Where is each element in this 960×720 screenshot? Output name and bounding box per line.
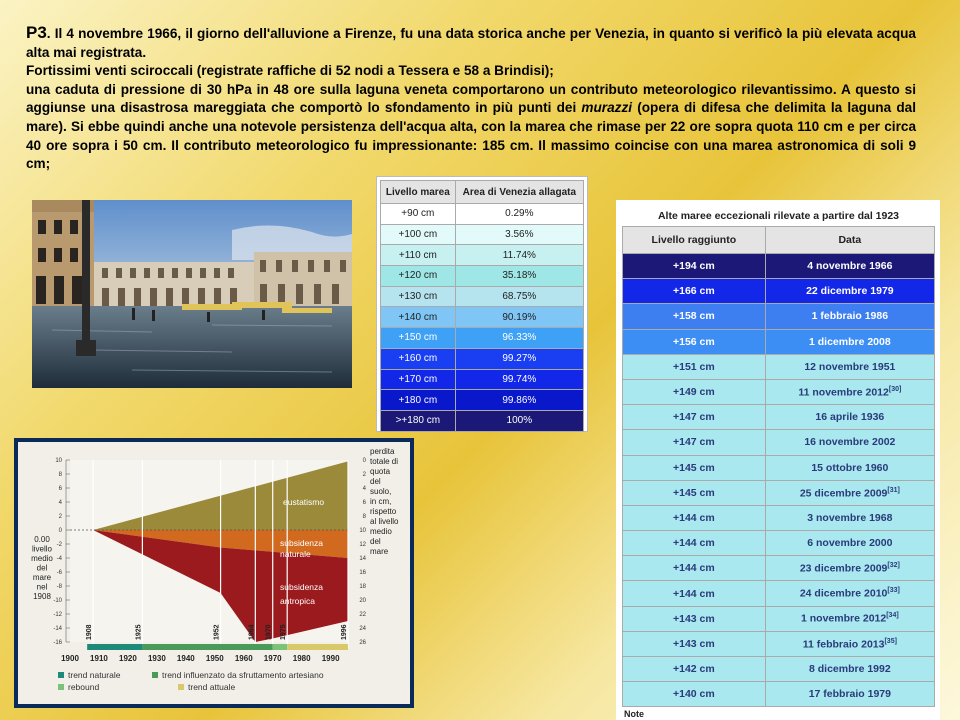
table-cell: 100% [455, 410, 583, 431]
right-axis-label-line: quota [370, 467, 391, 476]
legend-label: trend attuale [188, 682, 236, 692]
right-tick-label: 8 [362, 514, 366, 520]
table-row [623, 354, 935, 379]
table-cell: +90 cm [381, 204, 456, 225]
tide-level-cell: +145 cm [623, 480, 766, 505]
citation-ref[interactable]: [35] [884, 637, 897, 645]
event-year-label: 1970 [265, 624, 273, 640]
tide-level-cell: +143 cm [623, 631, 766, 656]
legend-label: trend influenzato da sfruttamento artesiano [162, 670, 324, 680]
tide-date-cell: 11 febbraio 2013[35] [765, 631, 934, 656]
left-axis-label-line: medio [31, 554, 53, 563]
table-row [623, 329, 935, 354]
x-tick-label: 1910 [90, 654, 108, 663]
tide-date-cell: 4 novembre 1966 [765, 254, 934, 279]
tide-date-cell: 23 dicembre 2009[32] [765, 556, 934, 581]
right-axis-label-line: del [370, 477, 381, 486]
tide-level-cell: +149 cm [623, 379, 766, 404]
legend-swatch [178, 684, 184, 690]
left-tick-label: -8 [56, 584, 62, 590]
column-header: Livello marea [381, 181, 456, 204]
table-row [623, 379, 935, 404]
tide-date-cell: 1 dicembre 2008 [765, 329, 934, 354]
right-tick-label: 24 [359, 626, 366, 632]
tide-date-cell: 22 dicembre 1979 [765, 279, 934, 304]
citation-ref[interactable]: [31] [887, 486, 900, 494]
table-row [623, 606, 935, 631]
left-tick-label: -4 [56, 556, 62, 562]
citation-ref[interactable]: [32] [887, 562, 900, 570]
tide-level-cell: +156 cm [623, 329, 766, 354]
right-tick-label: 18 [359, 584, 366, 590]
left-tick-label: -2 [56, 542, 62, 548]
citation-ref[interactable]: [33] [887, 587, 900, 595]
x-tick-label: 1920 [119, 654, 137, 663]
right-axis-label-line: totale di [370, 457, 399, 466]
table-row [623, 657, 935, 682]
subsidence-chart [18, 442, 410, 704]
table-row [623, 505, 935, 530]
tide-date-cell: 17 febbraio 1979 [765, 682, 934, 707]
x-tick-label: 1940 [176, 654, 195, 663]
x-tick-label: 1970 [263, 654, 282, 663]
tide-date-cell: 25 dicembre 2009[31] [765, 480, 934, 505]
table-row [623, 531, 935, 556]
left-tick-label: 8 [58, 472, 62, 478]
table-row [623, 682, 935, 707]
table-row [623, 304, 935, 329]
table-cell: 99.86% [455, 390, 583, 411]
event-year-label: 1964 [248, 624, 256, 640]
left-axis-label-line: livello [31, 544, 53, 554]
event-year-label: 1925 [135, 624, 143, 640]
tide-level-cell: +144 cm [623, 556, 766, 581]
subsidence-chart-svg [18, 442, 410, 704]
tide-date-cell: 15 ottobre 1960 [765, 455, 934, 480]
table-cell: +180 cm [381, 390, 456, 411]
table-row [623, 279, 935, 304]
right-axis-label-line: del [370, 537, 381, 546]
right-tick-label: 10 [359, 528, 366, 534]
column-header: Livello raggiunto [623, 227, 766, 254]
tide-level-cell: +144 cm [623, 531, 766, 556]
event-year-label: 1952 [213, 624, 221, 640]
table-row [623, 430, 935, 455]
right-tick-label: 6 [362, 500, 366, 506]
intro-paragraph-3 [26, 81, 916, 174]
table-caption: Alte maree eccezionali rilevate a partire dal 1923 [657, 210, 900, 222]
left-axis-label-line: 1908 [33, 592, 51, 601]
tide-level-cell: +166 cm [623, 279, 766, 304]
table-row [623, 254, 935, 279]
event-year-label: 1996 [341, 624, 348, 640]
subsidence-chart-frame [14, 438, 414, 708]
left-tick-label: -12 [53, 612, 62, 618]
tide-level-cell: +145 cm [623, 455, 766, 480]
table-cell: +120 cm [381, 266, 456, 287]
rebound-bar [273, 644, 287, 650]
citation-ref[interactable]: [30] [888, 385, 902, 393]
right-axis-label-line: in cm, [370, 497, 392, 506]
p3-label: P3 [26, 23, 47, 42]
tide-level-cell: +144 cm [623, 581, 766, 606]
table-header-row [623, 227, 935, 254]
right-axis-label-line: al livello [370, 517, 399, 526]
table-cell: 0.29% [455, 204, 583, 225]
tide-date-cell: 1 febbraio 1986 [765, 304, 934, 329]
subsidenza-antropica-label: subsidenza [280, 582, 324, 592]
table-cell: 99.74% [455, 369, 583, 390]
left-tick-label: -10 [53, 598, 62, 604]
tide-level-cell: +151 cm [623, 354, 766, 379]
right-tick-label: 0 [362, 458, 366, 464]
x-tick-label: 1990 [321, 654, 340, 663]
table-row [623, 556, 935, 581]
right-axis-label-line: rispetto [370, 507, 397, 516]
intro-paragraph-2: Fortissimi venti sciroccali (registrate raffiche di 52 nodi a Tessera e 58 a Brindisi); [26, 63, 554, 79]
left-axis-label-line: nel [36, 582, 48, 592]
right-tick-label: 16 [359, 570, 366, 576]
x-tick-label: 1930 [147, 654, 166, 663]
tide-level-cell: +144 cm [623, 505, 766, 530]
table-cell: 99.27% [455, 348, 583, 369]
left-axis-label-line: mare [32, 573, 52, 582]
flooded-area-table-body [381, 204, 584, 432]
flooded-area-table [376, 176, 588, 432]
right-axis-label-line: medio [370, 527, 392, 536]
table-row [381, 266, 584, 287]
table-row [381, 245, 584, 266]
legend-swatch [152, 672, 158, 678]
trend-attuale-bar [287, 644, 348, 650]
column-header: Area di Venezia allagata [455, 181, 583, 204]
table-cell: +150 cm [381, 328, 456, 349]
table-row [381, 390, 584, 411]
right-axis-label-line: perdita [370, 447, 395, 456]
x-tick-label: 1980 [292, 654, 311, 663]
left-tick-label: 10 [55, 458, 62, 464]
table-cell: 3.56% [455, 224, 583, 245]
table-row [381, 286, 584, 307]
right-tick-label: 20 [359, 598, 366, 604]
table-row [381, 328, 584, 349]
table-row [381, 307, 584, 328]
intro-paragraph-1 [26, 24, 916, 62]
left-tick-label: 2 [58, 514, 62, 520]
tide-date-cell: 11 novembre 2012[30] [765, 379, 934, 404]
table-cell: 35.18% [455, 266, 583, 287]
intro-text [26, 24, 916, 174]
x-tick-label: 1900 [61, 654, 79, 663]
left-axis-label-line: del [36, 563, 48, 573]
table-cell: 11.74% [455, 245, 583, 266]
right-tick-label: 2 [362, 472, 366, 478]
table-cell: 90.19% [455, 307, 583, 328]
right-tick-label: 22 [359, 612, 366, 618]
tide-level-cell: +147 cm [623, 430, 766, 455]
right-tick-label: 14 [359, 556, 366, 562]
exceptional-tides-table [616, 200, 940, 720]
left-tick-label: 4 [58, 500, 62, 506]
table-cell: >+180 cm [381, 410, 456, 431]
table-row [381, 348, 584, 369]
intro-first-line: . Il 4 novembre 1966, il giorno dell'alluvione a Firenze, fu una data storica anche per Venezia, in quanto si verificò la più elevata acqua alta mai registrata. [26, 26, 916, 60]
table-row [623, 581, 935, 606]
tide-level-cell: +142 cm [623, 657, 766, 682]
trend-artesiano-bar [142, 644, 272, 650]
table-cell: +160 cm [381, 348, 456, 369]
tide-date-cell: 16 novembre 2002 [765, 430, 934, 455]
table-header-row [381, 181, 584, 204]
column-header: Data [765, 227, 934, 254]
intro-p3-part-b: (opera di difesa che delimita la laguna dal mare). Si ebbe quindi anche una notevole persistenza dell'acqua alta, con la marea che rimase per 22 ore sopra quota 110 cm e per circa 40 ore sopra i 50 cm. Il contributo meteorologico fu impressionante: 185 cm. Il massimo coincise con una marea astronomica di soli 9 cm; [26, 100, 916, 172]
table-cell: +110 cm [381, 245, 456, 266]
intro-p3-part-a: una caduta di pressione di 30 hPa in 48 ore sulla laguna veneta comportarono un contributo meteorologico rilevantissimo. A questo si aggiunse una disastrosa mareggiata che comportò lo sfondamento in più punti dei [26, 81, 916, 116]
tide-date-cell: 1 novembre 2012[34] [765, 606, 934, 631]
tide-date-cell: 16 aprile 1936 [765, 405, 934, 430]
table-row [623, 405, 935, 430]
left-tick-label: 6 [58, 486, 62, 492]
tide-level-cell: +147 cm [623, 405, 766, 430]
subsidenza-antropica-label: antropica [280, 596, 315, 606]
tide-level-cell: +143 cm [623, 606, 766, 631]
table-row [381, 204, 584, 225]
tide-date-cell: 6 novembre 2000 [765, 531, 934, 556]
right-tick-label: 12 [359, 542, 366, 548]
legend-swatch [58, 684, 64, 690]
table-cell: +100 cm [381, 224, 456, 245]
trend-naturale-bar [87, 644, 142, 650]
table-cell: 96.33% [455, 328, 583, 349]
event-year-label: 1975 [280, 624, 288, 640]
right-axis-label-line: suolo, [370, 487, 392, 496]
x-tick-label: 1950 [205, 654, 224, 663]
right-tick-label: 4 [362, 486, 366, 492]
tide-date-cell: 8 dicembre 1992 [765, 657, 934, 682]
legend-label: trend naturale [68, 670, 121, 680]
table-cell: +130 cm [381, 286, 456, 307]
table-cell: +140 cm [381, 307, 456, 328]
table-note: Note [624, 709, 644, 720]
table-row [381, 410, 584, 431]
table-row [381, 369, 584, 390]
left-axis-label-line: 0.00 [34, 535, 50, 544]
legend-swatch [58, 672, 64, 678]
table-row [623, 455, 935, 480]
table-cell: 68.75% [455, 286, 583, 307]
event-year-label: 1908 [86, 624, 94, 640]
left-tick-label: -16 [53, 640, 62, 646]
subsidenza-naturale-label: naturale [280, 549, 311, 559]
table-row [381, 224, 584, 245]
left-tick-label: 0 [58, 528, 62, 534]
tide-level-cell: +140 cm [623, 682, 766, 707]
piazza-san-marco-flood-photo [32, 200, 352, 388]
eustatismo-label: eustatismo [283, 497, 325, 507]
table-row [623, 631, 935, 656]
left-tick-label: -14 [53, 626, 62, 632]
right-axis-label-line: mare [370, 547, 389, 556]
tide-level-cell: +158 cm [623, 304, 766, 329]
left-tick-label: -6 [56, 570, 62, 576]
tide-date-cell: 24 dicembre 2010[33] [765, 581, 934, 606]
tide-level-cell: +194 cm [623, 254, 766, 279]
exceptional-tides-table-body [623, 254, 935, 707]
table-row [623, 480, 935, 505]
tide-date-cell: 3 novembre 1968 [765, 505, 934, 530]
table-cell: +170 cm [381, 369, 456, 390]
right-tick-label: 26 [359, 640, 366, 646]
murazzi-term: murazzi [581, 100, 633, 116]
x-tick-label: 1960 [234, 654, 253, 663]
subsidenza-naturale-label: subsidenza [280, 538, 324, 548]
tide-date-cell: 12 novembre 1951 [765, 354, 934, 379]
citation-ref[interactable]: [34] [886, 612, 899, 620]
legend-label: rebound [68, 682, 100, 692]
